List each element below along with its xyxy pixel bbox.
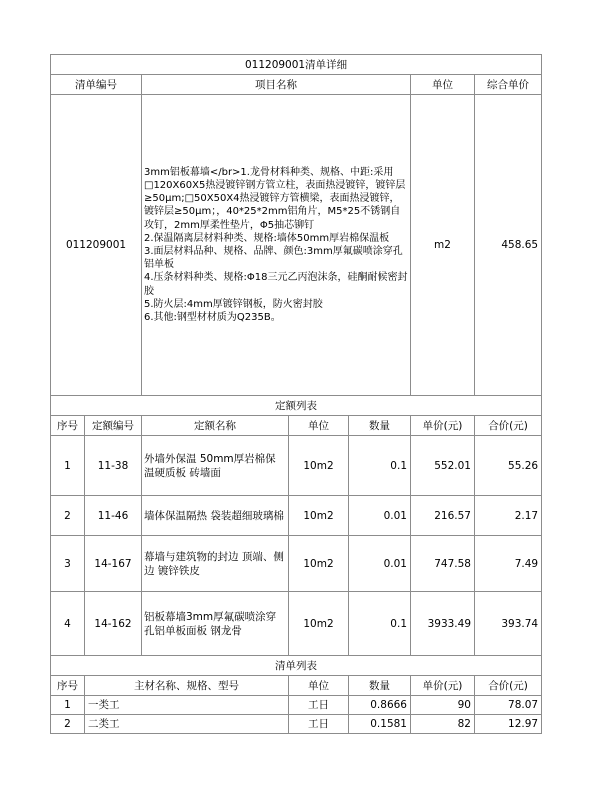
material-header-total: 合价(元) <box>475 676 542 696</box>
quota-row <box>51 592 542 656</box>
quota-unit: 10m2 <box>289 436 349 496</box>
material-header-seq: 序号 <box>51 676 85 696</box>
quota-name: 外墙外保温 50mm厚岩棉保温硬质板 砖墙面 <box>142 436 289 496</box>
quota-total: 7.49 <box>475 536 542 592</box>
quota-unit: 10m2 <box>289 496 349 536</box>
quota-qty: 0.01 <box>349 496 411 536</box>
quota-name: 幕墙与建筑物的封边 顶端、侧边 镀锌铁皮 <box>142 536 289 592</box>
quota-header-price: 单价(元) <box>411 416 475 436</box>
header-code: 清单编号 <box>51 75 142 95</box>
quota-row <box>51 496 542 536</box>
quota-qty: 0.1 <box>349 592 411 656</box>
material-header-qty: 数量 <box>349 676 411 696</box>
quota-total: 55.26 <box>475 436 542 496</box>
table-title: 011209001清单详细 <box>51 55 542 75</box>
material-price: 82 <box>411 715 475 734</box>
material-header-price: 单价(元) <box>411 676 475 696</box>
quota-row <box>51 536 542 592</box>
material-unit: 工日 <box>289 696 349 715</box>
quota-qty: 0.1 <box>349 436 411 496</box>
quota-seq: 3 <box>51 536 85 592</box>
material-header-unit: 单位 <box>289 676 349 696</box>
item-description: 3mm铝板幕墙</br>1.龙骨材料种类、规格、中距:采用□120X60X5热浸镀锌钢方管立柱，表面热浸镀锌，镀锌层≥50μm;□50X50X4热浸镀锌方管横梁，表面热浸镀锌，镀锌层≥50μm；，40*25*2mm铝角片，M5*25不锈钢自攻钉，2mm厚柔性垫片，Φ5抽芯铆钉 2.保温隔离层材料种类、规格:墙体50mm厚岩棉保温板 3.面层材料品种、规格、品牌、颜色:3mm厚氟碳喷涂穿孔铝单板 4.压条材料种类、规格:Φ18三元乙丙泡沫条，硅酮耐候密封胶 5.防火层:4mm厚镀锌钢板，防火密封胶 6.其他:钢型材材质为Q235B。 <box>142 95 411 396</box>
material-row <box>51 715 542 734</box>
material-name: 二类工 <box>85 715 289 734</box>
quota-header-code: 定额编号 <box>85 416 142 436</box>
quota-price: 216.57 <box>411 496 475 536</box>
quota-header-seq: 序号 <box>51 416 85 436</box>
quota-header-row <box>51 416 542 436</box>
material-total: 12.97 <box>475 715 542 734</box>
quota-seq: 2 <box>51 496 85 536</box>
header-item-name: 项目名称 <box>142 75 411 95</box>
header-unit: 单位 <box>411 75 475 95</box>
material-seq: 2 <box>51 715 85 734</box>
item-unit-price: 458.65 <box>475 95 542 396</box>
quota-header-name: 定额名称 <box>142 416 289 436</box>
quota-price: 3933.49 <box>411 592 475 656</box>
quota-unit: 10m2 <box>289 592 349 656</box>
material-header-row <box>51 676 542 696</box>
quota-seq: 1 <box>51 436 85 496</box>
material-unit: 工日 <box>289 715 349 734</box>
bill-detail-table <box>50 54 542 734</box>
material-seq: 1 <box>51 696 85 715</box>
quota-section-title: 定额列表 <box>51 396 542 416</box>
quota-header-total: 合价(元) <box>475 416 542 436</box>
material-price: 90 <box>411 696 475 715</box>
quota-code: 14-162 <box>85 592 142 656</box>
item-code: 011209001 <box>51 95 142 396</box>
material-total: 78.07 <box>475 696 542 715</box>
quota-seq: 4 <box>51 592 85 656</box>
quota-total: 393.74 <box>475 592 542 656</box>
header-unit-price: 综合单价 <box>475 75 542 95</box>
material-row <box>51 696 542 715</box>
quota-total: 2.17 <box>475 496 542 536</box>
material-header-name: 主材名称、规格、型号 <box>85 676 289 696</box>
quota-name: 铝板幕墙3mm厚氟碳喷涂穿孔铝单板面板 钢龙骨 <box>142 592 289 656</box>
quota-row <box>51 436 542 496</box>
material-qty: 0.8666 <box>349 696 411 715</box>
material-section-title: 清单列表 <box>51 656 542 676</box>
quota-name: 墙体保温隔热 袋装超细玻璃棉 <box>142 496 289 536</box>
quota-qty: 0.01 <box>349 536 411 592</box>
quota-price: 552.01 <box>411 436 475 496</box>
quota-header-qty: 数量 <box>349 416 411 436</box>
quota-code: 11-46 <box>85 496 142 536</box>
item-unit: m2 <box>411 95 475 396</box>
quota-unit: 10m2 <box>289 536 349 592</box>
bill-detail-page <box>50 54 541 734</box>
quota-header-unit: 单位 <box>289 416 349 436</box>
material-name: 一类工 <box>85 696 289 715</box>
quota-code: 11-38 <box>85 436 142 496</box>
quota-price: 747.58 <box>411 536 475 592</box>
material-qty: 0.1581 <box>349 715 411 734</box>
quota-code: 14-167 <box>85 536 142 592</box>
